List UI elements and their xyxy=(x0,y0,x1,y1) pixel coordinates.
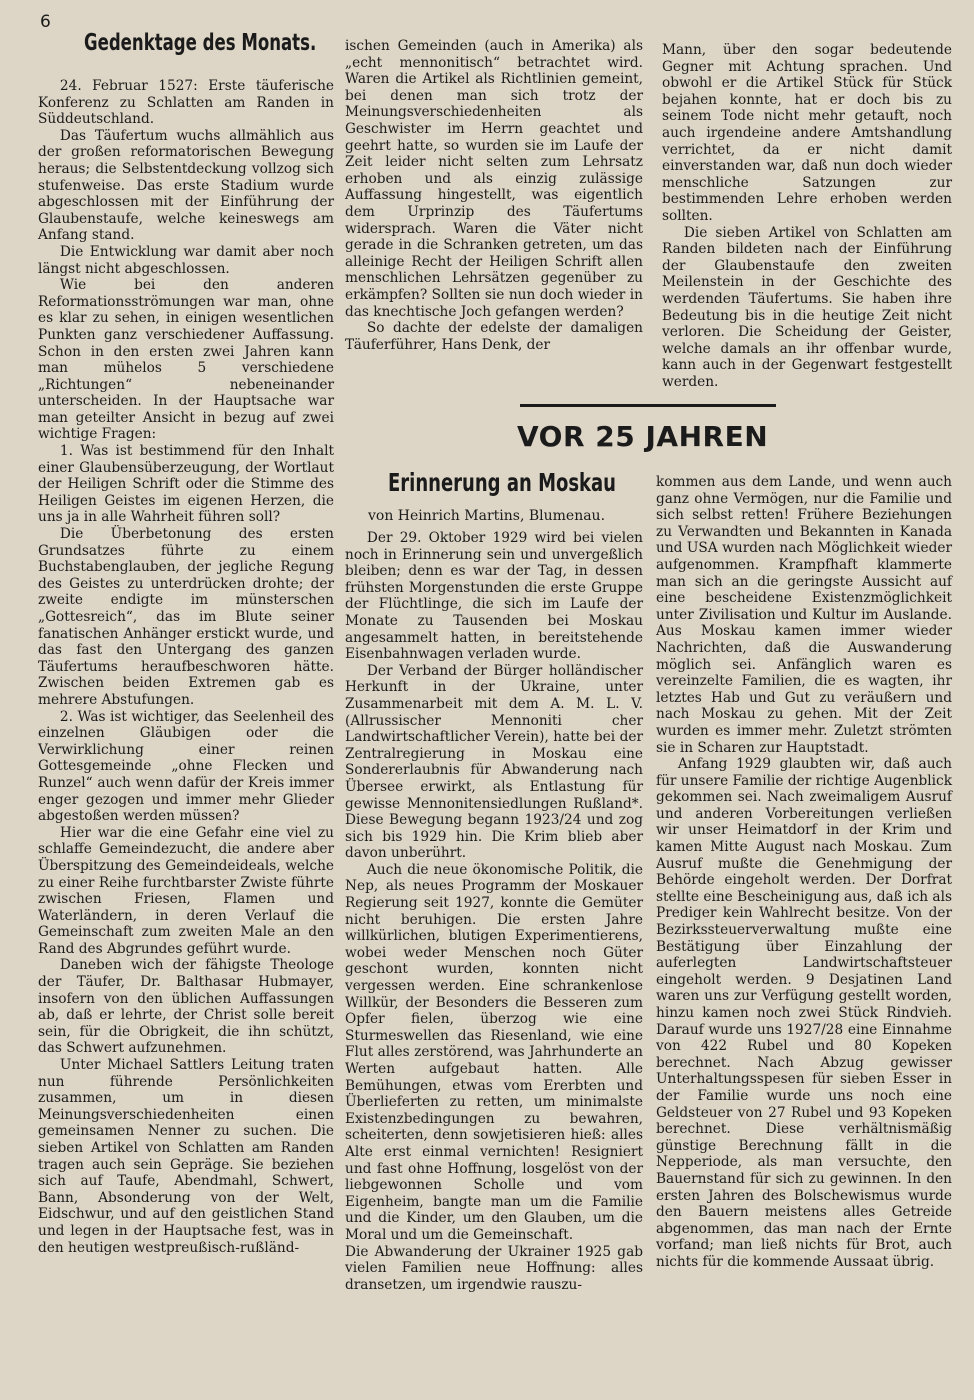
paragraph: kommen aus dem Lande, und wenn auch ganz ohne Vermögen, nur die Familie und sich selbst retten! Frühere Beziehungen zu Verwandten und Bekannten in Kanada und USA wurden nach Möglichkeit wieder aufgenommen. Krampfhaft klammerte man sich an die geringste Aussicht auf eine bescheidene Existenzmöglichkeit unter Zivilisation und Kultur im Auslande. Aus Moskau kamen immer wieder Nachrichten, daß die Auswanderung möglich sei. Anfänglich waren es vereinzelte Familien, die es wagten, ihr letztes Hab und Gut zu veräußern und nach Moskau zu gehen. Mit der Zeit wurden es immer mehr. Zuletzt strömten sie in Scharen zur Hauptstadt. xyxy=(656,474,952,756)
paragraph: Wie bei den anderen Reformationsströmungen war man, ohne es klar zu sehen, in einigen wesentlichen Punkten ganz verschiedener Auffassung. Schon in den ersten zwei Jahren kann man mühelos 5 verschiedene „Richtungen“ nebeneinander unterscheiden. In der Hauptsache war man geteilter Ansicht in bezug auf zwei wichtige Fragen: xyxy=(38,277,334,443)
paragraph: 1. Was ist bestimmend für den Inhalt einer Glaubensüberzeugung, der Wortlaut der Heiligen Schrift oder die Stimme des Heiligen Geistes im eigenen Herzen, die uns ja in alle Wahrheit führen soll? xyxy=(38,443,334,526)
paragraph: 24. Februar 1527: Erste täuferische Konferenz zu Schlatten am Randen in Süddeutschland. xyxy=(38,78,334,128)
paragraph: Der Verband der Bürger holländischer Herkunft in der Ukraine, unter Zusammenarbeit mit dem A. M. L. V. (Allrussischer Mennoniti cher Landwirtschaftlicher Verein), hatte bei der Zentralregierung in Moskau eine Sondererlaubnis für Abwanderung nach Übersee erwirkt, als Entlastung für gewisse Mennonitensiedlungen Rußland*. Diese Bewegung begann 1923/24 und zog sich bis 1929 hin. Die Krim blieb aber davon unberührt. xyxy=(345,662,643,862)
paragraph: Hier war die eine Gefahr eine viel zu schlaffe Gemeindezucht, die andere aber Überspitzung des Gemeindeideals, welche zu einer Reihe furchtbarster Zwiste führte zwischen Friesen, Flamen und Waterländern, in deren Verlauf die Gemeinschaft zum zweiten Male an den Rand des Abgrundes geführt wurde. xyxy=(38,824,334,957)
article-heading-moskau: Erinnerung an Moskau xyxy=(388,468,616,497)
section-heading: VOR 25 JAHREN xyxy=(517,420,769,453)
paragraph: Die Überbetonung des ersten Grundsatzes führte zu einem Buchstabenglauben, der jegliche Regung des Geistes zu unterdrücken drohte; der zweite endigte im münsterschen „Gottesreich“, das im Blute seiner fanatischen Anhänger erstickt wurde, und das fast den Untergang des ganzen Täufertums heraufbeschworen hätte. Zwischen beiden Extremen gab es mehrere Abstufungen. xyxy=(38,526,334,708)
article2-column-2 xyxy=(656,474,952,1271)
paragraph: Daneben wich der fähigste Theologe der Täufer, Dr. Balthasar Hubmayer, insofern von den üblichen Auffassungen ab, daß er lehrte, der Christ solle bereit sein, für die Obrigkeit, die ihn schützt, das Schwert aufzunehmen. xyxy=(38,957,334,1057)
article1-column-2 xyxy=(345,38,643,353)
paragraph: Die sieben Artikel von Schlatten am Randen bildeten nach der Einführung der Glaubenstaufe den zweiten Meilenstein in der Geschichte des werdenden Täufertums. Sie haben ihre Bedeutung bis in die heutige Zeit nicht verloren. Die Scheidung der Geister, welche damals an ihr offenbar wurde, kann auch in der Gegenwart festgestellt werden. xyxy=(662,224,952,390)
paragraph: Mann, über den sogar bedeutende Gegner mit Achtung sprachen. Und obwohl er die Artikel Stück für Stück bejahen konnte, hat er doch bis zu seinem Tode nicht mehr getauft, noch auch irgendeine andere Amtshandlung verrichtet, da er nicht damit einverstanden war, daß nun doch wieder menschliche Satzungen zur bestimmenden Lehre erhoben werden sollten. xyxy=(662,42,952,224)
paragraph: Auch die neue ökonomische Politik, die Nep, als neues Programm der Moskauer Regierung seit 1927, konnte die Gemüter nicht beruhigen. Die ersten Jahre willkürlichen, blutigen Experimentierens, wobei weder Menschen noch Güter geschont wurden, konnten nicht vergessen werden. Eine schrankenlose Willkür, der Besonders die Besseren zum Opfer fielen, überzog wie eine Sturmeswellen das Riesenland, wie eine Flut alles zerstörend, was Jahrhunderte an Werten aufgebaut hatten. Alle Bemühungen, etwas vom Ererbten und Überlieferten zu retten, um minimalste Existenzbedingungen zu bewahren, scheiterten, denn sowjetisieren hieß: alles Alte erst einmal vernichten! Resigniert und fast ohne Hoffnung, losgelöst von der liebgewonnen Scholle und vom Eigenheim, bangte man um die Familie und die Kinder, um den Glauben, um die Moral und um die Gemeinschaft. xyxy=(345,861,643,1243)
article1-column-3 xyxy=(662,42,952,390)
page-number: 6 xyxy=(40,12,51,32)
article2-column-1 xyxy=(345,530,643,1293)
article-heading-gedenktage: Gedenktage des Monats. xyxy=(84,30,317,56)
paragraph: Die Entwicklung war damit aber noch längst nicht abgeschlossen. xyxy=(38,243,334,277)
paragraph: So dachte der edelste der damaligen Täuferführer, Hans Denk, der xyxy=(345,320,643,353)
section-divider xyxy=(520,404,776,407)
paragraph: Die Abwanderung der Ukrainer 1925 gab vielen Familien neue Hoffnung: alles dransetzen, um irgendwie rauszu- xyxy=(345,1243,643,1293)
paragraph: Der 29. Oktober 1929 wird bei vielen noch in Erinnerung sein und unvergeßlich bleiben; denn es war der Tag, in dessen frühsten Morgenstunden die erste Gruppe der Flüchtlinge, die sich im Laufe der Monate zu Tausenden bei Moskau angesammelt hatten, in bereitstehende Eisenbahnwagen verladen wurde. xyxy=(345,530,643,663)
article1-column-1 xyxy=(38,78,334,1256)
paragraph: Unter Michael Sattlers Leitung traten nun führende Persönlichkeiten zusammen, um in diesen Meinungsverschiedenheiten einen gemeinsamen Nenner zu suchen. Die sieben Artikel von Schlatten am Randen tragen auch sein Gepräge. Sie beziehen sich auf Taufe, Abendmahl, Schwert, Bann, Absonderung von der Welt, Eidschwur, und auf den geistlichen Stand und legen in der Hauptsache fest, was in den heutigen westpreußisch-rußländ- xyxy=(38,1057,334,1256)
paragraph: ischen Gemeinden (auch in Amerika) als „echt mennonitisch“ betrachtet wird. Waren die Artikel als Richtlinien gemeint, bei denen man sich trotz der Meinungsverschiedenheiten als Geschwister im Herrn geachtet und geehrt hatte, so wurden sie im Laufe der Zeit leider nicht selten zum Lehrsatz erhoben und als einzig zulässige Auffassung hingestellt, was eigentlich dem Urprinzip des Täufertums widersprach. Waren die Väter nicht gerade in die Schranken getreten, um das alleinige Recht der Heiligen Schrift allen menschlichen Lehrsätzen gegenüber zu erkämpfen? Sollten sie nun doch wieder in das knechtische Joch gefangen werden? xyxy=(345,38,643,320)
paragraph: Das Täufertum wuchs allmählich aus der großen reformatorischen Bewegung heraus; die Selbstentdeckung vollzog sich stufenweise. Das erste Stadium wurde abgeschlossen mit der Einführung der Glaubenstaufe, welche keineswegs am Anfang stand. xyxy=(38,127,334,244)
paragraph: Anfang 1929 glaubten wir, daß auch für unsere Familie der richtige Augenblick gekommen sei. Nach zweimaligem Ausruf und anderen Vorbereitungen verließen wir unser Heimatdorf in der Krim und kamen Mitte August nach Moskau. Zum Ausruf mußte die Genehmigung der Behörde eingeholt werden. Der Dorfrat stellte eine Bescheinigung aus, daß ich als Prediger kein Wahlrecht besitze. Von der Bezirkssteuerverwaltung mußte eine Bestätigung über Einzahlung der auferlegten Landwirtschaftsteuer eingeholt werden. 9 Desjatinen Land waren uns zur Verfügung gestellt worden, hinzu kamen noch zwei Stück Rindvieh. Darauf wurde uns 1927/28 eine Einnahme von 422 Rubel und 80 Kopeken berechnet. Nach Abzug gewisser Unterhaltungsspesen für sieben Esser in der Familie wurde uns noch eine Geldsteuer von 27 Rubel und 93 Kopeken berechnet. Diese verhältnismäßig günstige Berechnung fällt in die Nepperiode, als man versuchte, den Bauernstand für sich zu gewinnen. In den ersten Jahren des Bolschewismus wurde den Bauern meistens alles Getreide abgenommen, das man nach der Ernte vorfand; man ließ nichts für Brot, auch nichts für die kommende Aussaat übrig. xyxy=(656,756,952,1270)
byline: von Heinrich Martins, Blumenau. xyxy=(368,508,606,524)
paragraph: 2. Was ist wichtiger, das Seelenheil des einzelnen Gläubigen oder die Verwirklichung einer reinen Gottesgemeinde „ohne Flecken und Runzel“ auch wenn dafür der Kreis immer enger gezogen und immer mehr Glieder abgestoßen werden müssen? xyxy=(38,708,334,825)
